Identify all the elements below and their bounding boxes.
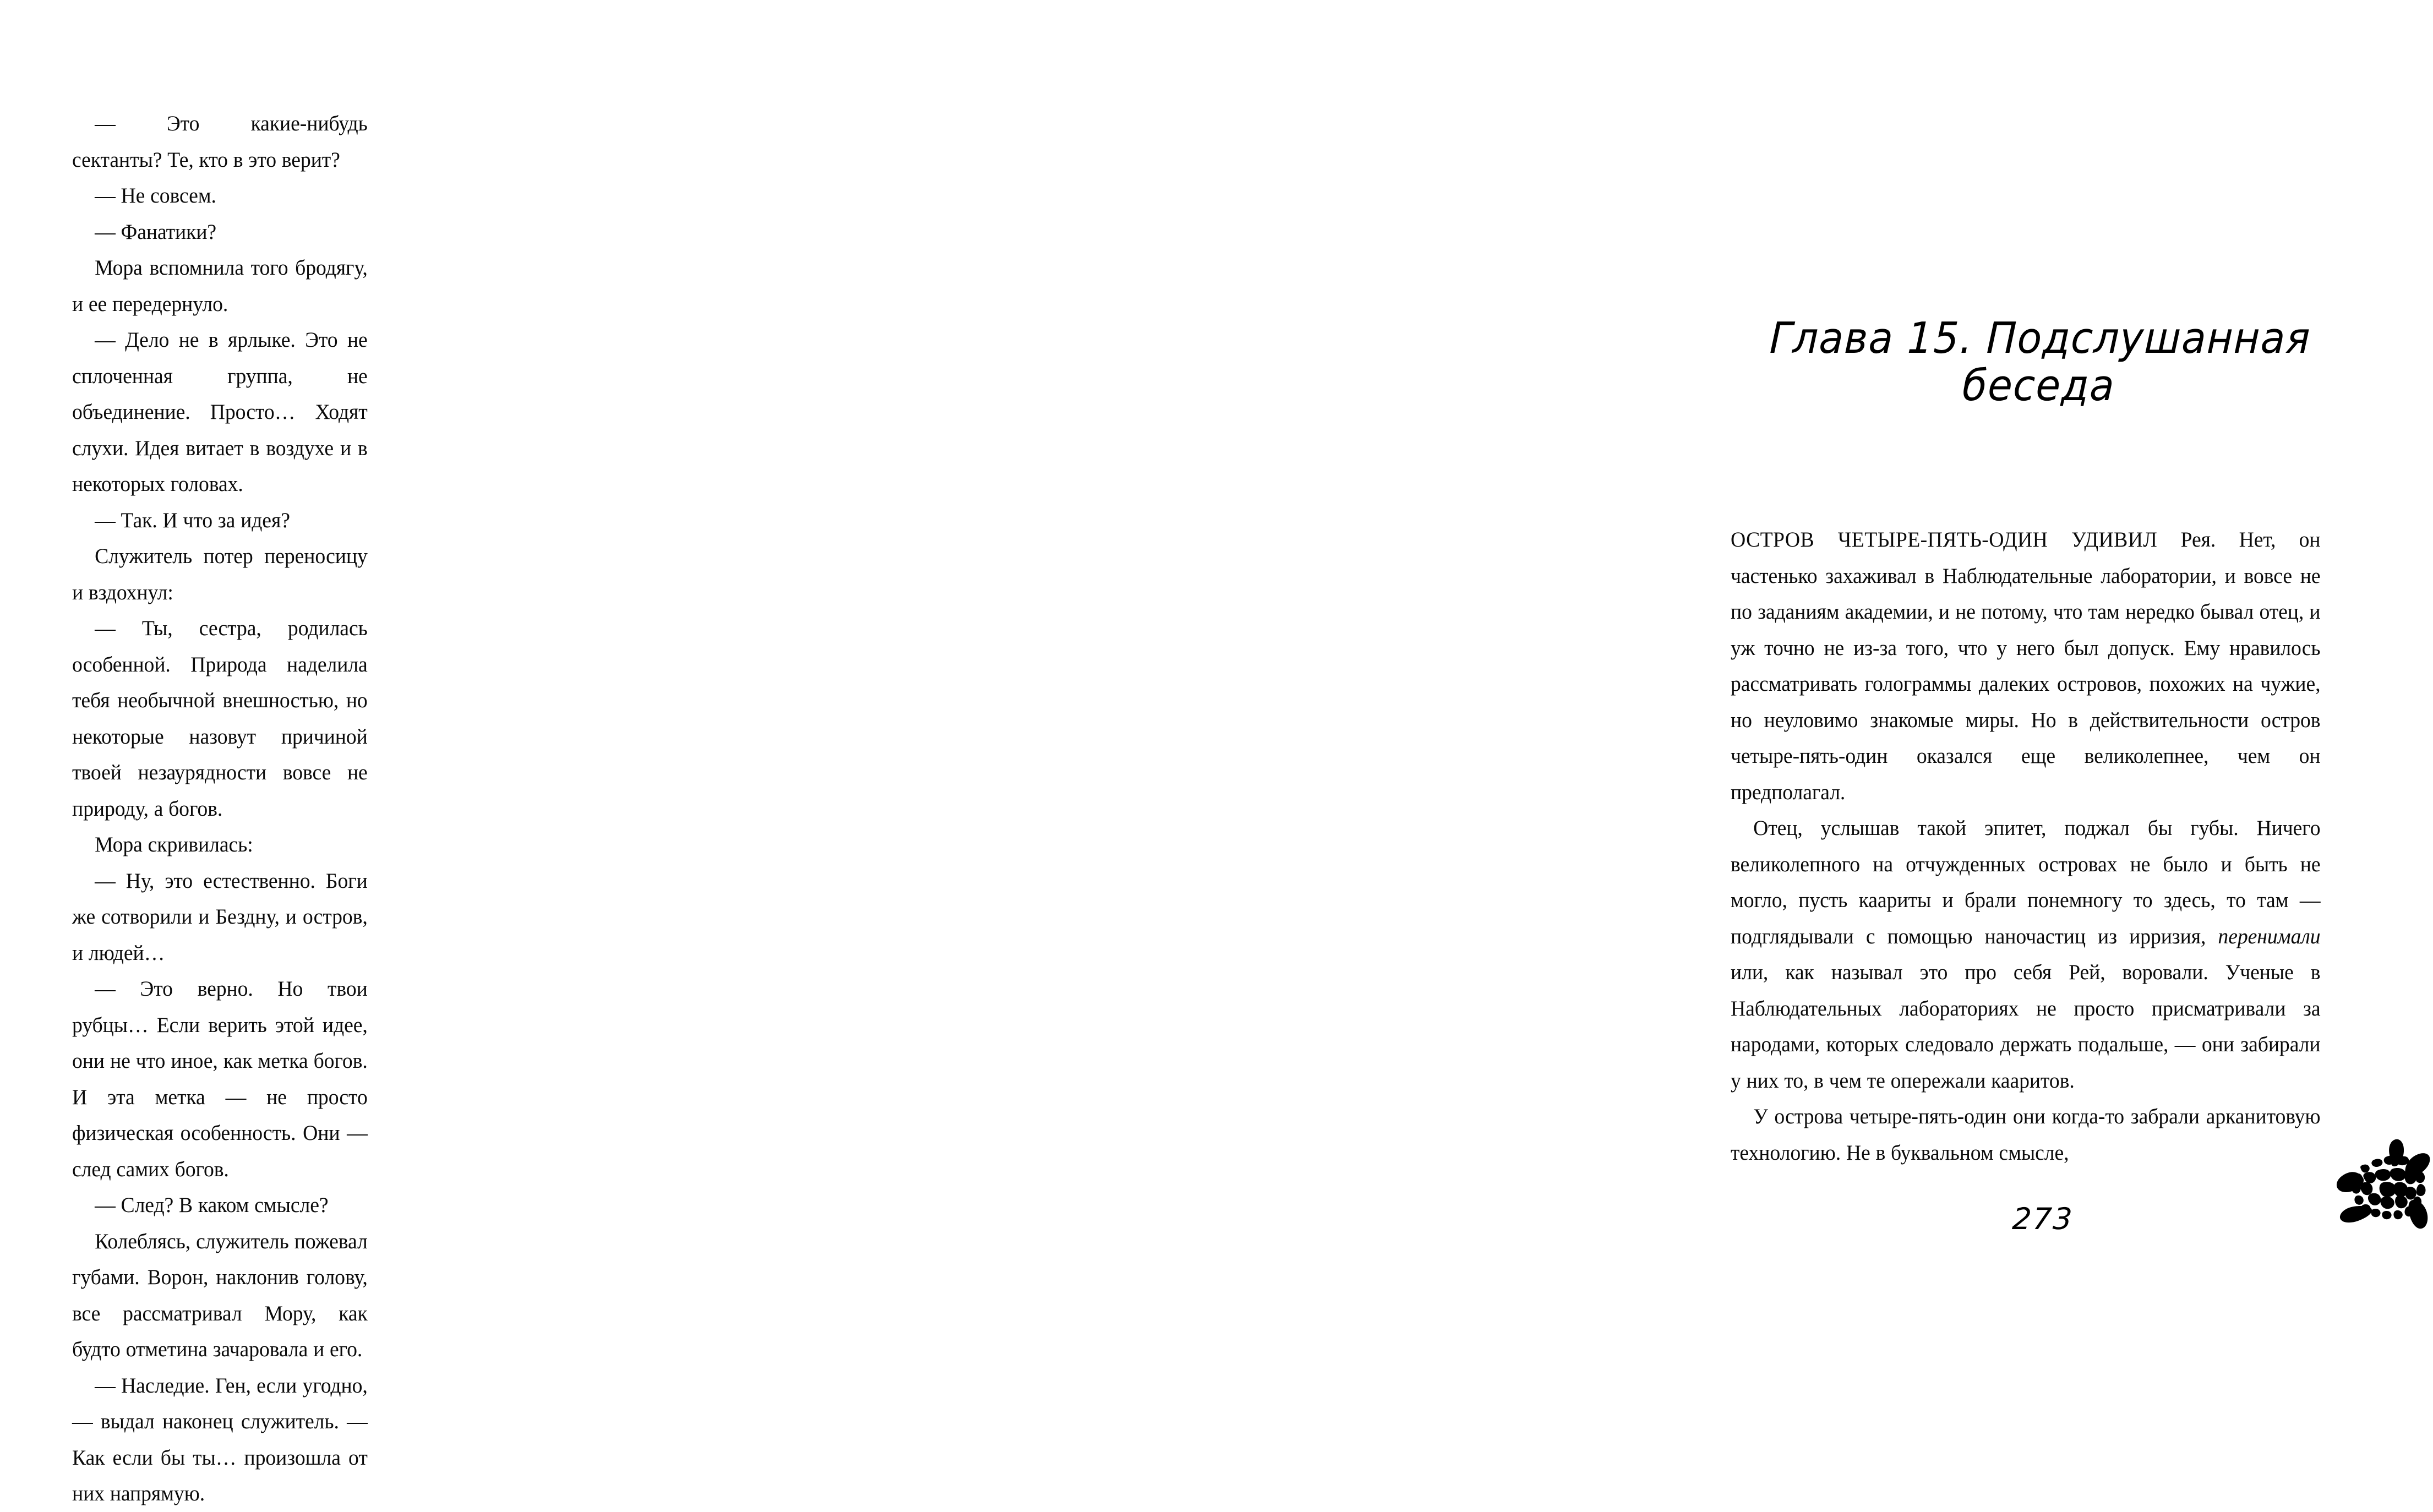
- paragraph: — Ну, это естественно. Боги же сотворили и Бездну, и остров, и людей…: [72, 868, 368, 965]
- paragraph: Мора скривилась:: [95, 832, 253, 856]
- page-recto: [812, 0, 2321, 1300]
- emphasis-run: перенимали: [2218, 924, 2321, 948]
- paragraph: — Фанатики?: [95, 219, 217, 244]
- paragraph: — След? В каком смысле?: [95, 1193, 329, 1217]
- sea-turtle-icon: [2333, 1138, 2433, 1231]
- chapter-heading: Глава 15. Подслушанная беседа: [1769, 314, 2312, 411]
- paragraph: Колеблясь, служитель пожевал губами. Ворон, наклонив голову, все рассматривал Мору, как будто отметина зачаровала и его.: [72, 1229, 368, 1361]
- paragraph: — Ты, сестра, родилась особенной. Природа наделила тебя необычной внешностью, но некоторые назовут причиной твоей незаурядности вовсе не природу, а богов.: [72, 616, 368, 821]
- page-number: 273: [2011, 1202, 2075, 1236]
- paragraph: Служитель потер переносицу и вздохнул:: [72, 544, 368, 604]
- paragraph: Мора вспомнила того бродягу, и ее передернуло.: [72, 255, 368, 316]
- paragraph-run: Отец, услышав такой эпитет, поджал бы губы. Ничего великолепного на отчужденных островах не было и быть не могло, пусть каариты и брали понемногу то здесь, то там — подглядывали с помощью наночастиц из ирризия,: [1731, 816, 2321, 948]
- body-text-right-column: [1731, 522, 2348, 1171]
- body-text-left-column: [72, 106, 381, 1512]
- lead-caps-run: ОСТРОВ ЧЕТЫРЕ-ПЯТЬ-ОДИН УДИВИЛ: [1731, 527, 2158, 552]
- paragraph: — Не совсем.: [95, 183, 216, 208]
- paragraph: У острова четыре-пять-один они когда-то забрали арканитовую технологию. Не в буквальном смысле,: [1731, 1104, 2321, 1165]
- paragraph: [1731, 810, 2321, 1099]
- paragraph: — Дело не в ярлыке. Это не сплоченная группа, не объединение. Просто… Ходят слухи. Идея витает в воздухе и в некоторых головах.: [72, 327, 368, 496]
- opening-paragraph-rest: Рея. Нет, он частенько захаживал в Наблюдательные лаборатории, и вовсе не по заданиям академии, и не потому, что там нередко бывал отец, и уж точно не из-за того, что у него был допуск. Ему нравилось рассматривать голограммы далеких островов, похожих на чужие, но неуловимо знакомые миры. Но в действительности остров четыре-пять-один оказался еще великолепнее, чем он предполагал.: [1731, 527, 2321, 804]
- paragraph: — Наследие. Ген, если угодно, — выдал наконец служитель. — Как если бы ты… произошла от них напрямую.: [72, 1373, 368, 1505]
- paragraph: — Так. И что за идея?: [95, 507, 290, 532]
- paragraph: — Это какие-нибудь сектанты? Те, кто в это верит?: [72, 111, 368, 172]
- paragraph-run: или, как называл это про себя Рей, воровали. Ученые в Наблюдательных лабораториях не просто присматривали за народами, которых следовало держать подальше, — они забирали у них то, в чем те опережали кааритов.: [1731, 960, 2321, 1093]
- opening-paragraph: [1731, 522, 2321, 810]
- page-verso: [0, 0, 812, 1505]
- paragraph: — Это верно. Но твои рубцы… Если верить этой идее, они не что иное, как метка богов. И эта метка — не просто физическая особенность. Они — след самих богов.: [72, 976, 368, 1181]
